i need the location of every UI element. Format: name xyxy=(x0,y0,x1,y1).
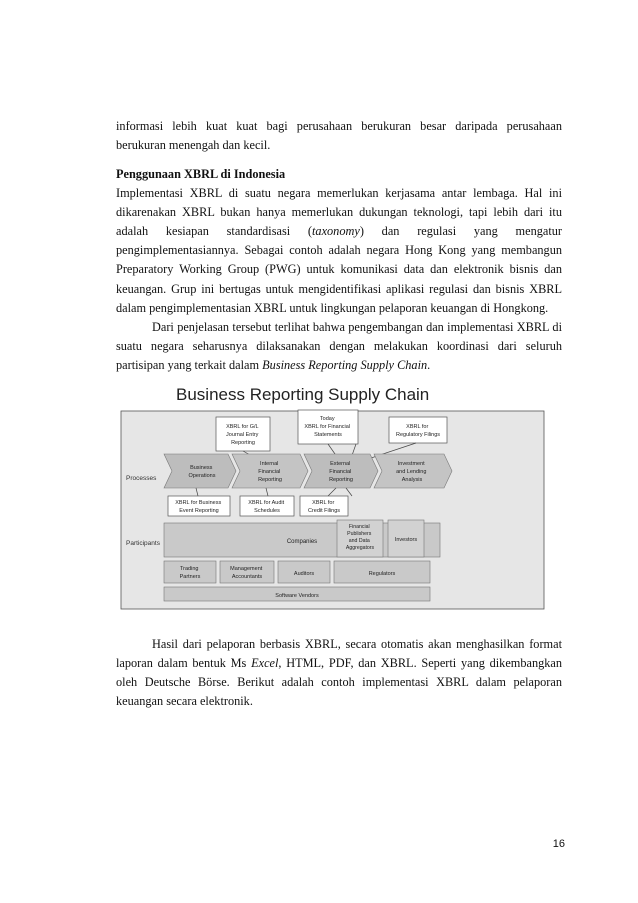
intro-line-1: informasi lebih kuat kuat bagi perusahaan berukuran besar daripada perusahaan xyxy=(116,119,562,133)
box-today-line-3: Statements xyxy=(314,432,342,438)
trading-line-1: Trading xyxy=(180,566,199,572)
publishers-line-4: Aggregators xyxy=(345,545,375,551)
box-business-event-line-1: XBRL for Business xyxy=(175,500,222,506)
paragraph-3 xyxy=(116,635,562,711)
management-line-1: Management xyxy=(230,566,263,572)
step-external-line-2: Financial xyxy=(329,469,352,475)
step-investment-line-1: Investment xyxy=(397,461,425,467)
svg-text:XBRL for G/L Journal xyxy=(226,424,260,446)
svg-text:External Financial xyxy=(329,461,353,483)
box-xbrl-gl xyxy=(216,417,270,451)
label-companies: Companies xyxy=(286,539,318,545)
step-investment-line-3: Analysis xyxy=(401,477,423,483)
box-today-line-2: XBRL for Financial xyxy=(304,424,351,430)
box-credit-line-1: XBRL for xyxy=(312,500,335,506)
step-external-line-3: Reporting xyxy=(329,477,353,483)
box-xbrl-audit xyxy=(240,496,294,516)
row-label-participants: Participants xyxy=(126,540,160,547)
paragraph-1-text-a: Implementasi XBRL di suatu negara memerlukan kerjasama antar lembaga. Hal ini dikarenakan XBRL bukan hanya memerlukan dukungan teknologi, tapi lebih dari itu adalah kesiapan standardisasi ( xyxy=(116,186,562,239)
paragraph-3-italic: Excel xyxy=(251,656,279,671)
figure-title: Business Reporting Supply Chain xyxy=(176,385,430,404)
label-software-vendors: Software Vendors xyxy=(275,593,319,599)
section-body xyxy=(116,165,562,375)
label-auditors: Auditors xyxy=(293,571,315,577)
label-investors: Investors xyxy=(394,537,418,543)
box-xbrl-gl-line-3: Reporting xyxy=(231,440,255,446)
box-xbrl-business-event xyxy=(168,496,230,516)
paragraph-1 xyxy=(116,184,562,318)
svg-text:Internal Financial xyxy=(258,461,282,483)
box-today-line-1: Today xyxy=(319,416,335,422)
paragraph-3-text-a: Hasil dari pelaporan berbasis XBRL, secara otomatis akan menghasilkan format laporan dalam bentuk Ms xyxy=(116,637,562,671)
publishers-line-1: Financial xyxy=(348,524,370,530)
paragraph-1-text-b: ) dan regulasi yang mengatur pengimplementasiannya. Sebagai contoh adalah negara Hong Kong yang membangun Preparatory Working Group (PWG) untuk komunikasi data dan elektronik bisnis dan keuangan. Grup ini bertugas untuk mengidentifikasi aplikasi regulasi dan bisnis XBRL dalam pengimplementasian XBRL untuk lingkungan pelaporan keuangan di Hongkong. xyxy=(116,224,562,315)
publishers-line-3: and Data xyxy=(348,538,370,544)
step-investment-line-2: and Lending xyxy=(396,469,427,475)
publishers-line-2: Publishers xyxy=(347,531,372,537)
box-xbrl-regulatory xyxy=(389,417,447,443)
paragraph-1-italic: taxonomy xyxy=(312,224,360,239)
intro-line-2: berukuran menengah dan kecil. xyxy=(116,138,271,153)
paragraph-2-text-b: . xyxy=(427,357,431,372)
label-regulators: Regulators xyxy=(368,571,396,577)
row-label-processes: Processes xyxy=(126,475,157,482)
intro-paragraph xyxy=(116,117,562,155)
step-internal-line-2: Financial xyxy=(258,469,281,475)
management-line-2: Accountants xyxy=(231,574,263,580)
supply-chain-diagram xyxy=(116,380,566,612)
step-business-line-2: Operations xyxy=(188,473,216,479)
trading-line-2: Partners xyxy=(179,574,201,580)
box-credit-line-2: Credit Filings xyxy=(307,508,341,514)
box-xbrl-gl-line-2: Journal Entry xyxy=(226,432,259,438)
paragraph-2 xyxy=(116,318,562,375)
section-heading: Penggunaan XBRL di Indonesia xyxy=(116,167,286,181)
step-internal-line-1: Internal xyxy=(260,461,279,467)
box-audit-line-1: XBRL for Audit xyxy=(248,500,285,506)
page-number: 16 xyxy=(552,838,565,850)
paragraph-3-text-b: , HTML, PDF, dan XBRL. Seperti yang dikembangkan oleh Deutsche Börse. Berikut adalah contoh implementasi XBRL dalam pelaporan keuangan secara elektronik. xyxy=(116,656,563,709)
box-business-event-line-2: Event Reporting xyxy=(179,508,219,514)
box-xbrl-financial-statements xyxy=(298,410,358,444)
supply-chain-figure xyxy=(116,380,566,612)
step-external-line-1: External xyxy=(330,461,351,467)
svg-text:Financial Publishers xyxy=(346,524,375,551)
box-regulatory-line-1: XBRL for xyxy=(406,424,429,430)
process-chevrons xyxy=(164,454,452,488)
box-xbrl-gl-line-1: XBRL for G/L xyxy=(226,424,259,430)
step-business-line-1: Business xyxy=(190,465,213,471)
step-internal-line-3: Reporting xyxy=(258,477,282,483)
paragraph-3-block xyxy=(116,635,562,711)
box-regulatory-line-2: Regulatory Filings xyxy=(395,432,441,438)
box-audit-line-2: Schedules xyxy=(254,508,280,514)
box-xbrl-credit xyxy=(300,496,348,516)
chevron-business-operations xyxy=(164,454,236,488)
paragraph-2-italic: Business Reporting Supply Chain xyxy=(262,357,428,372)
paragraph-2-text-a: Dari penjelasan tersebut terlihat bahwa pengembangan dan implementasi XBRL di suatu negara seharusnya dilaksanakan dengan melakukan koordinasi dari seluruh partisipan yang terkait dalam xyxy=(116,319,562,372)
